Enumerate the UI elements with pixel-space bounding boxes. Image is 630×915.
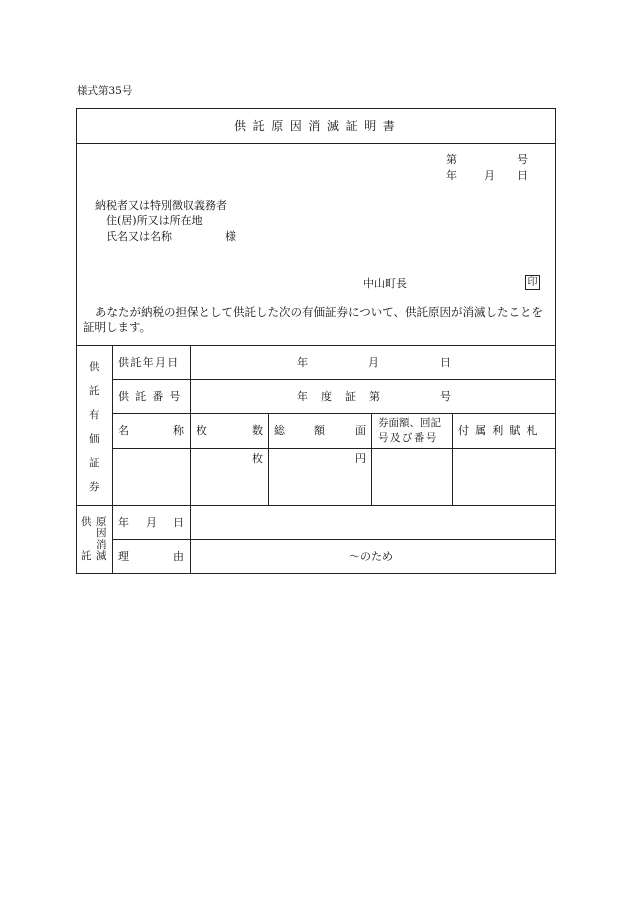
extinction-side-char: 原: [96, 516, 107, 528]
form-number: 様式第35号: [77, 85, 133, 97]
date-day: 日: [517, 169, 528, 182]
extinction-side-char: 託: [81, 550, 92, 562]
extinction-date-label: 日: [173, 516, 184, 529]
page-title: 供託原因消滅証明書: [234, 119, 402, 133]
col-line-side: [112, 345, 113, 574]
extinction-date-label: 月: [146, 516, 157, 529]
col-header-name: 称: [173, 424, 184, 437]
row-line-2: [112, 413, 556, 414]
side-label-char: 価: [89, 433, 100, 445]
issuer: 中山町長: [363, 277, 407, 290]
deposit-number-do: 度: [321, 390, 332, 403]
addressee-address: 住(居)所又は所在地: [106, 214, 203, 227]
number-prefix: 第: [446, 153, 457, 166]
extinction-reason-value: ～のため: [349, 550, 393, 563]
deposit-date-year: 年: [297, 356, 308, 369]
certification-text-line2: 証明します。: [83, 320, 152, 334]
col-line-label: [190, 345, 191, 574]
col-header-count: 枚: [196, 424, 207, 437]
addressee-name: 氏名又は名称: [106, 230, 172, 243]
title-divider: [76, 143, 556, 144]
col-line-total: [371, 413, 372, 505]
deposit-number-year: 年: [297, 390, 308, 403]
extinction-reason-label: 由: [173, 550, 184, 563]
deposit-date-month: 月: [368, 356, 379, 369]
extinction-reason-label: 理: [118, 550, 129, 563]
row-line-1: [112, 379, 556, 380]
deposit-number-label: 供 託 番 号: [118, 390, 182, 403]
col-header-total: 面: [355, 424, 366, 437]
table-top-line: [76, 345, 556, 346]
row-line-4: [76, 505, 556, 506]
number-suffix: 号: [517, 153, 528, 166]
extinction-side-char: 消: [96, 539, 107, 551]
row-line-5: [112, 539, 556, 540]
col-header-count: 数: [252, 424, 263, 437]
col-header-coupon: 付 属 利 賦 札: [458, 424, 539, 437]
side-label-char: 券: [89, 481, 100, 493]
certification-text-line1: あなたが納税の担保として供託した次の有価証券について、供託原因が消滅したことを: [95, 305, 544, 319]
extinction-date-label: 年: [118, 516, 129, 529]
deposit-number-dai: 第: [369, 390, 380, 403]
honorific: 様: [225, 230, 236, 243]
date-month: 月: [484, 169, 495, 182]
addressee-type: 納税者又は特別徴収義務者: [95, 199, 227, 212]
col-header-total: 総: [274, 424, 285, 437]
side-label-char: 有: [89, 409, 100, 421]
unit-count: 枚: [252, 452, 263, 465]
extinction-side-char: 供: [81, 516, 92, 528]
deposit-date-day: 日: [440, 356, 451, 369]
col-header-total: 額: [314, 424, 325, 437]
col-header-denomination: 券面額、回記: [378, 417, 441, 429]
extinction-side-char: 因: [96, 527, 107, 539]
deposit-number-sho: 証: [345, 390, 356, 403]
side-label-char: 証: [89, 457, 100, 469]
extinction-side-char: 滅: [96, 550, 107, 562]
unit-total: 円: [355, 452, 366, 465]
deposit-date-label: 供託年月日: [118, 356, 180, 369]
col-line-denomination: [452, 413, 453, 505]
side-label-char: 託: [89, 385, 100, 397]
col-header-name: 名: [118, 424, 129, 437]
row-line-3: [112, 448, 556, 449]
date-year: 年: [446, 169, 457, 182]
col-header-denomination: 号及び番号: [378, 432, 438, 444]
seal-mark: 印: [525, 275, 540, 290]
side-label-char: 供: [89, 361, 100, 373]
deposit-number-go: 号: [440, 390, 451, 403]
col-line-count: [268, 413, 269, 505]
